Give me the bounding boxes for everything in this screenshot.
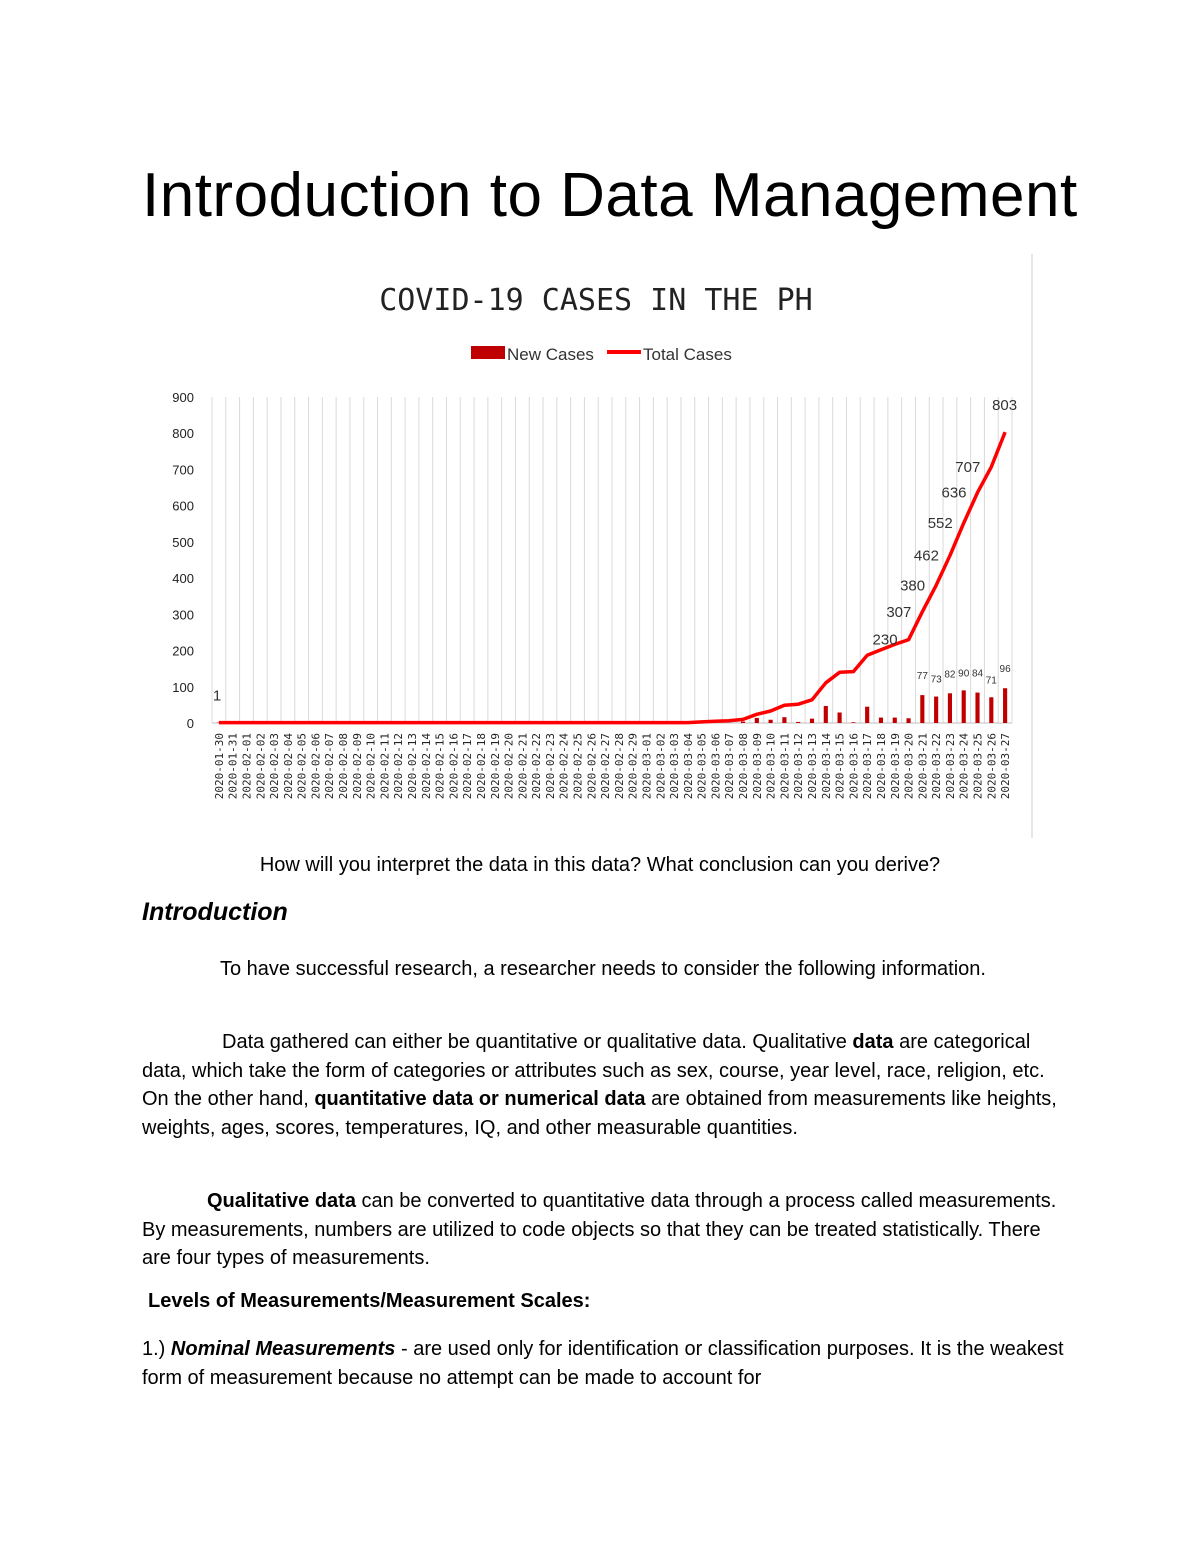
x-tick-label: 2020-02-14 <box>419 733 433 800</box>
bold-quantitative-data: quantitative data or numerical data <box>314 1088 646 1110</box>
list-item-description: - are used only for identification or classification purposes. It is the weakest form of measurement because no attempt can be made to account for <box>142 1338 1064 1389</box>
section-heading-introduction: Introduction <box>142 898 288 926</box>
new-cases-bar <box>879 718 883 723</box>
data-label-total: 230 <box>872 631 898 649</box>
paragraph-data-types-text-3: are obtained from measurements like heights, weights, ages, scores, temperatures, IQ, and other measurable quantities. <box>142 1088 1057 1139</box>
y-tick-label: 400 <box>172 571 194 587</box>
new-cases-bar <box>906 718 910 723</box>
x-tick-label: 2020-03-12 <box>792 733 806 800</box>
data-label-new: 71 <box>985 675 997 687</box>
x-tick-label: 2020-02-15 <box>433 733 447 800</box>
x-tick-label: 2020-02-21 <box>516 733 530 800</box>
term-nominal-measurements: Nominal Measurements <box>170 1338 396 1360</box>
new-cases-bar <box>865 707 869 723</box>
data-label-new: 77 <box>916 671 928 683</box>
new-cases-bar <box>755 718 759 723</box>
x-tick-label: 2020-03-22 <box>930 733 944 800</box>
x-tick-label: 2020-02-01 <box>240 733 254 800</box>
data-label-new: 84 <box>971 668 984 680</box>
x-tick-label: 2020-03-04 <box>681 733 695 800</box>
x-tick-label: 2020-02-02 <box>254 733 268 800</box>
x-tick-label: 2020-02-29 <box>626 733 640 800</box>
data-label-new: 82 <box>944 669 956 681</box>
x-tick-label: 2020-03-17 <box>861 733 875 800</box>
data-label-total: 552 <box>927 515 953 533</box>
legend-label-total-cases: Total Cases <box>643 345 732 364</box>
x-tick-label: 2020-02-20 <box>502 733 516 800</box>
data-label-total: 1 <box>212 687 222 705</box>
new-cases-bar <box>769 720 773 723</box>
new-cases-bar <box>893 718 897 723</box>
x-tick-label: 2020-03-11 <box>778 733 792 800</box>
x-tick-label: 2020-02-06 <box>309 733 323 800</box>
legend-swatch-new-cases <box>471 346 505 359</box>
x-tick-label: 2020-01-31 <box>226 733 240 800</box>
paragraph-data-types-text-2: are categorical data, which take the form of categories or attributes such as sex, course, year level, race, religion, etc. On the other hand, <box>142 1031 1045 1110</box>
x-tick-label: 2020-03-02 <box>654 733 668 800</box>
x-tick-label: 2020-02-26 <box>585 733 599 800</box>
page-title: Introduction to Data Management <box>142 161 1078 230</box>
new-cases-bar <box>782 717 786 723</box>
y-tick-label: 0 <box>186 716 194 731</box>
x-tick-label: 2020-02-12 <box>392 733 406 800</box>
data-label-new: 96 <box>999 664 1011 676</box>
x-tick-label: 2020-03-16 <box>847 733 861 800</box>
x-tick-label: 2020-02-10 <box>364 733 378 800</box>
x-tick-label: 2020-02-18 <box>474 733 488 800</box>
x-tick-label: 2020-02-05 <box>295 733 309 800</box>
x-tick-label: 2020-02-25 <box>571 733 585 800</box>
x-axis <box>213 733 1012 800</box>
new-cases-bar <box>934 697 938 723</box>
x-tick-label: 2020-03-13 <box>806 733 819 800</box>
x-tick-label: 2020-03-07 <box>723 733 737 800</box>
data-label-total: 707 <box>955 458 981 476</box>
y-tick-label: 300 <box>172 607 194 623</box>
list-item-nominal <box>142 1335 1072 1392</box>
x-tick-label: 2020-03-24 <box>957 733 971 800</box>
x-tick-label: 2020-02-17 <box>461 733 475 800</box>
x-tick-label: 2020-02-27 <box>599 733 613 800</box>
legend-label-new-cases: New Cases <box>507 345 594 364</box>
data-label-total: 462 <box>913 547 939 565</box>
x-tick-label: 2020-03-05 <box>695 733 709 800</box>
new-cases-bar <box>741 722 745 723</box>
data-label-total: 636 <box>941 484 967 502</box>
new-cases-bar <box>948 693 952 723</box>
new-cases-bar <box>1003 688 1007 723</box>
levels-heading: Levels of Measurements/Measurement Scales: <box>148 1290 591 1312</box>
y-tick-label: 800 <box>172 426 194 442</box>
x-tick-label: 2020-02-19 <box>488 733 502 800</box>
list-item-number: 1.) <box>142 1338 171 1360</box>
x-tick-label: 2020-02-16 <box>447 733 461 800</box>
new-cases-bar <box>796 722 800 723</box>
x-tick-label: 2020-02-11 <box>378 733 392 800</box>
new-cases-bar <box>851 722 855 723</box>
x-tick-label: 2020-03-15 <box>833 733 847 800</box>
x-tick-label: 2020-03-20 <box>902 733 916 800</box>
paragraph-data-types-text-1: Data gathered can either be quantitative or qualitative data. Qualitative <box>222 1031 853 1053</box>
x-tick-label: 2020-03-19 <box>888 733 902 800</box>
x-tick-label: 2020-03-23 <box>943 733 957 800</box>
x-tick-label: 2020-02-28 <box>612 733 626 800</box>
new-cases-bar <box>824 706 828 723</box>
paragraph-research-text: To have successful research, a researcher needs to consider the following information. <box>220 958 986 980</box>
x-tick-label: 2020-02-04 <box>281 733 295 800</box>
new-cases-bar <box>962 690 966 723</box>
x-tick-label: 2020-03-25 <box>971 733 985 800</box>
new-cases-bar <box>838 712 842 723</box>
new-cases-bar <box>920 695 924 723</box>
data-label-new: 73 <box>930 674 942 686</box>
chart-svg <box>166 254 1034 838</box>
x-tick-label: 2020-02-13 <box>406 733 419 800</box>
paragraph-measurements-text: can be converted to quantitative data through a process called measurements. By measurements, numbers are utilized to code objects so that they can be treated statistically. There are four types of measurements. <box>142 1190 1057 1269</box>
x-tick-label: 2020-02-08 <box>337 733 351 800</box>
bold-qualitative-data: Qualitative data <box>207 1190 356 1212</box>
x-tick-label: 2020-02-23 <box>543 733 557 800</box>
new-cases-bar <box>975 693 979 723</box>
new-cases-bar <box>989 697 993 723</box>
covid-chart <box>166 254 1034 838</box>
data-label-total: 307 <box>886 603 912 621</box>
x-tick-label: 2020-03-26 <box>985 733 999 800</box>
y-tick-label: 600 <box>172 498 194 514</box>
y-tick-label: 700 <box>172 462 194 478</box>
x-tick-label: 2020-02-07 <box>323 733 337 800</box>
x-tick-label: 2020-03-21 <box>916 733 930 800</box>
x-tick-label: 2020-01-30 <box>212 733 226 800</box>
x-tick-label: 2020-03-09 <box>750 733 764 800</box>
paragraph-research <box>142 955 1072 984</box>
x-tick-label: 2020-03-27 <box>999 733 1013 800</box>
x-tick-label: 2020-02-09 <box>350 733 364 800</box>
x-tick-label: 2020-03-10 <box>764 733 778 800</box>
x-tick-label: 2020-02-24 <box>557 733 571 800</box>
x-tick-label: 2020-03-08 <box>737 733 751 800</box>
x-tick-label: 2020-03-06 <box>709 733 723 800</box>
x-tick-label: 2020-03-14 <box>819 733 833 800</box>
x-tick-label: 2020-02-22 <box>530 733 544 800</box>
paragraph-measurements <box>142 1187 1072 1273</box>
new-cases-bar <box>810 719 814 723</box>
chart-question: How will you interpret the data in this data? What conclusion can you derive? <box>259 854 941 876</box>
x-tick-label: 2020-03-18 <box>874 733 888 800</box>
y-tick-label: 100 <box>172 679 194 695</box>
y-tick-label: 900 <box>172 390 194 405</box>
x-tick-label: 2020-03-03 <box>668 733 682 800</box>
data-label-new: 90 <box>958 668 970 680</box>
y-tick-label: 200 <box>172 643 194 659</box>
data-label-total: 803 <box>992 397 1018 415</box>
paragraph-data-types <box>142 1028 1072 1142</box>
x-tick-label: 2020-03-01 <box>640 733 654 800</box>
chart-title: COVID-19 CASES IN THE PH <box>379 283 813 318</box>
bold-data: data <box>852 1031 894 1053</box>
x-tick-label: 2020-02-03 <box>268 733 282 800</box>
y-tick-label: 500 <box>172 534 194 550</box>
data-label-total: 380 <box>900 577 926 595</box>
